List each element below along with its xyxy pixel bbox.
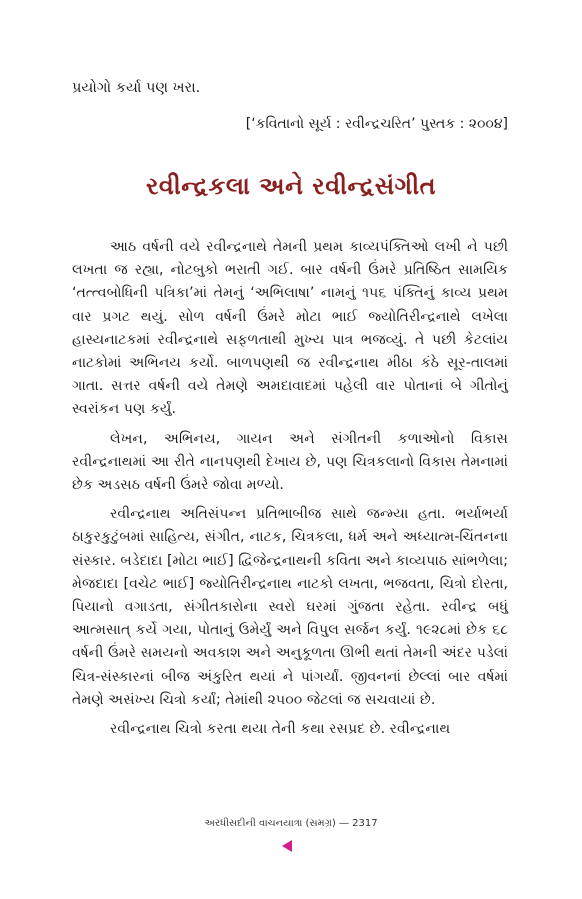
source-citation: [‘કવિતાનો સૂર્ય : રવીન્દ્રચરિત’ પુસ્તક : ૨૦૦૪]	[245, 116, 508, 132]
paragraph: રવીન્દ્રનાથ ચિત્રો કરતા થયા તેની કથા રસપ્રદ છે. રવીન્દ્રનાથ	[110, 721, 451, 738]
previous-section-closing-line: પ્રયોગો કર્યા પણ ખરા.	[72, 80, 201, 96]
article-body	[72, 236, 508, 747]
paragraph: લેખન, અભિનય, ગાયન અને સંગીતની કળાઓનો વિકાસ રવીન્દ્રનાથમાં આ રીતે નાનપણથી દેખાય છે, પણ ચિત્રકલાનો વિકાસ તેમનામાં છેક અડસઠ વર્ષની ઉંમરે જોવા મળ્યો.	[72, 430, 508, 494]
page-footer: અરધીસદીની વાચનયાત્રા (સમગ્ર) — 2317	[204, 818, 378, 829]
paragraph: રવીન્દ્રનાથ અતિસંપન્ન પ્રતિભાબીજ સાથે જન્મ્યા હતા. ભર્યાભર્યા ઠાકુરકુટુંબમાં સાહિત્ય, સંગીત, નાટક, ચિત્રકલા, ધર્મ અને અધ્યાત્મ-ચિંતનના સંસ્કાર. બડેદાદા [મોટા ભાઈ] દ્વિજેન્દ્રનાથની કવિતા અને કાવ્યપાઠ સાંભળેલા; મેજદાદા [વચેટ ભાઈ] જ્યોતિરીન્દ્રનાથ નાટકો લખતા, ભજવતા, ચિત્રો દોરતા, પિયાનો વગાડતા, સંગીતકારોના સ્વરો ઘરમાં ગુંજતા રહેતા. રવીન્દ્ર બધું આત્મસાત્ કર્યે ગયા, પોતાનું ઉમેર્યું અને વિપુલ સર્જન કર્યું. ૧૯૨૮માં છેક ૬૮ વર્ષની ઉંમરે સમયનો અવકાશ અને અનુકૂળતા ઊભી થતાં તેમની અંદર પડેલાં ચિત્ર-સંસ્કારનાં બીજ અંકુરિત થયાં ને પાંગર્યાં. જીવનનાં છેલ્લાં બાર વર્ષમાં તેમણે અસંખ્ય ચિત્રો કર્યાં; તેમાંથી ૨૫૦૦ જેટલાં જ સચવાયાં છે.	[72, 506, 508, 708]
back-arrow-icon[interactable]	[282, 840, 292, 852]
paragraph: આઠ વર્ષની વયે રવીન્દ્રનાથે તેમની પ્રથમ કાવ્યપંક્તિઓ લખી ને પછી લખતા જ રહ્યા, નોટબુકો ભરાતી ગઈ. બાર વર્ષની ઉંમરે પ્રતિષ્ઠિત સામયિક ‘તત્ત્વબોધિની પત્રિકા’માં તેમનું ‘અભિલાષા’ નામનું ૧૫૬ પંક્તિનું કાવ્ય પ્રથમ વાર પ્રગટ થયું. સોળ વર્ષની ઉંમરે મોટા ભાઈ જ્યોતિરીન્દ્રનાથે લખેલા હાસ્યનાટકમાં રવીન્દ્રનાથે સફળતાથી મુખ્ય પાત્ર ભજવ્યું. તે પછી કેટલાંય નાટકોમાં અભિનય કર્યો. બાળપણથી જ રવીન્દ્રનાથ મીઠા કંઠે સૂર-તાલમાં ગાતા. સત્તર વર્ષની વયે તેમણે અમદાવાદમાં પહેલી વાર પોતાનાં બે ગીતોનું સ્વરાંકન પણ કર્યું.	[72, 239, 508, 418]
section-title: રવીન્દ્રકલા અને રવીન્દ્રસંગીત	[146, 172, 436, 200]
